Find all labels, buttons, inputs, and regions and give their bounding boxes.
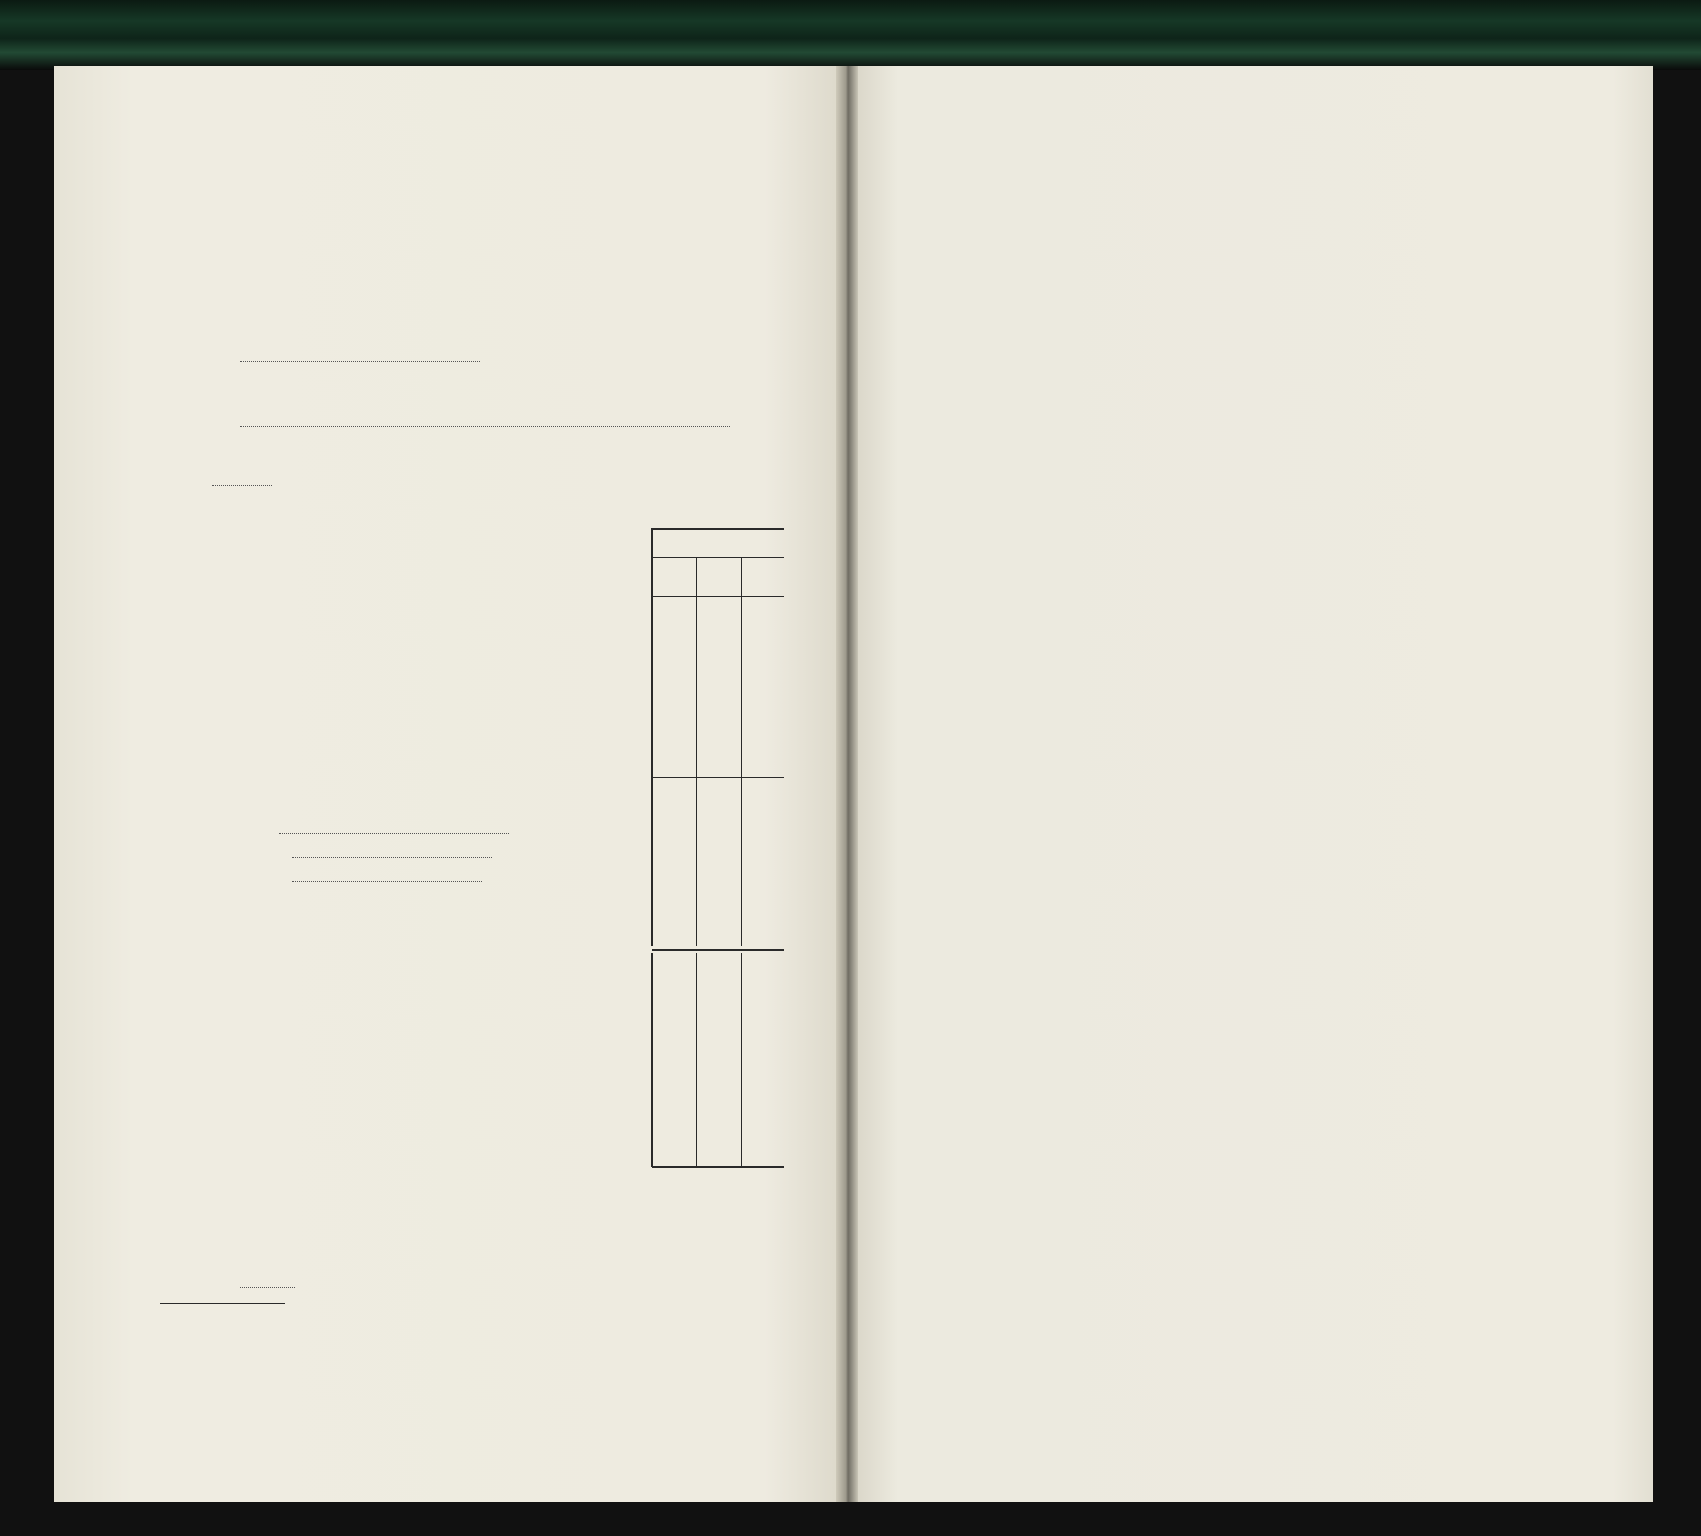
question-1-line-3: [236, 347, 480, 367]
scanner-edge: [0, 0, 1701, 70]
question-2-line-2: [236, 406, 730, 427]
butik-question: [279, 820, 649, 838]
book-gutter: [836, 66, 858, 1502]
question-7: [208, 1210, 214, 1234]
kontor-question: [292, 844, 652, 862]
question-6: [208, 1180, 214, 1204]
question-4: [208, 465, 272, 486]
footnote-divider: [160, 1303, 285, 1304]
left-page: [54, 66, 844, 1502]
answer-line: [212, 465, 272, 486]
verksted-question: [292, 868, 652, 886]
right-page: [850, 66, 1653, 1502]
answer-line: [240, 361, 480, 362]
answer-line: [240, 406, 730, 427]
question-8-line-2: [236, 1267, 295, 1288]
